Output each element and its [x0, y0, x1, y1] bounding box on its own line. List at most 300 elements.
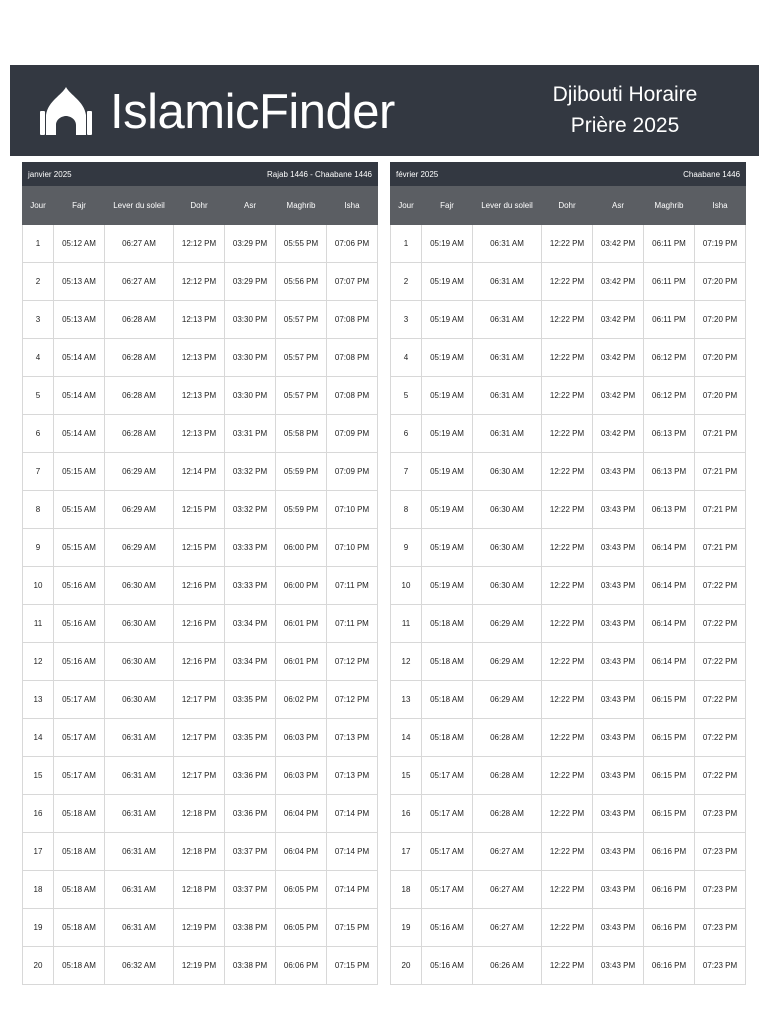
table-cell: 06:13 PM: [644, 491, 695, 529]
table-cell: 03:43 PM: [593, 833, 644, 871]
table-cell: 4: [23, 339, 54, 377]
table-cell: 07:23 PM: [695, 833, 746, 871]
table-cell: 07:09 PM: [327, 415, 378, 453]
table-row: [23, 225, 378, 263]
table-cell: 05:18 AM: [54, 795, 105, 833]
table-row: [23, 833, 378, 871]
table-cell: 16: [391, 795, 422, 833]
table-row: [23, 871, 378, 909]
table-cell: 06:28 AM: [473, 795, 542, 833]
table-cell: 07:09 PM: [327, 453, 378, 491]
table-cell: 05:18 AM: [54, 947, 105, 985]
table-row: [23, 377, 378, 415]
column-header: Maghrib: [644, 186, 695, 225]
table-cell: 07:08 PM: [327, 339, 378, 377]
table-cell: 05:19 AM: [422, 491, 473, 529]
table-cell: 12:17 PM: [174, 681, 225, 719]
table-cell: 12:17 PM: [174, 757, 225, 795]
table-cell: 06:31 AM: [473, 415, 542, 453]
table-cell: 06:15 PM: [644, 719, 695, 757]
table-cell: 20: [23, 947, 54, 985]
page-title: [515, 79, 735, 141]
table-cell: 05:17 AM: [54, 719, 105, 757]
table-cell: 20: [391, 947, 422, 985]
table-cell: 03:30 PM: [225, 339, 276, 377]
table-row: [391, 529, 746, 567]
table-cell: 03:43 PM: [593, 757, 644, 795]
table-cell: 06:14 PM: [644, 643, 695, 681]
table-cell: 12:15 PM: [174, 491, 225, 529]
table-cell: 03:32 PM: [225, 453, 276, 491]
table-cell: 06:30 AM: [105, 681, 174, 719]
table-cell: 12:18 PM: [174, 833, 225, 871]
table-cell: 07:22 PM: [695, 757, 746, 795]
table-cell: 14: [391, 719, 422, 757]
table-cell: 07:22 PM: [695, 605, 746, 643]
table-row: [23, 605, 378, 643]
table-cell: 03:42 PM: [593, 225, 644, 263]
table-cell: 12:22 PM: [542, 909, 593, 947]
table-row: [391, 491, 746, 529]
table-cell: 12:18 PM: [174, 871, 225, 909]
table-cell: 12:22 PM: [542, 947, 593, 985]
table-cell: 06:12 PM: [644, 339, 695, 377]
table-cell: 06:31 AM: [105, 757, 174, 795]
column-header: Dohr: [174, 186, 225, 225]
table-cell: 05:18 AM: [54, 871, 105, 909]
table-cell: 05:16 AM: [422, 909, 473, 947]
table-cell: 03:43 PM: [593, 529, 644, 567]
table-cell: 03:42 PM: [593, 263, 644, 301]
table-cell: 03:32 PM: [225, 491, 276, 529]
table-row: [23, 491, 378, 529]
table-cell: 05:17 AM: [422, 871, 473, 909]
table-cell: 03:42 PM: [593, 377, 644, 415]
table-cell: 03:33 PM: [225, 567, 276, 605]
table-row: [391, 947, 746, 985]
table-cell: 07:23 PM: [695, 795, 746, 833]
table-cell: 06:31 AM: [105, 719, 174, 757]
table-cell: 06:28 AM: [105, 339, 174, 377]
table-row: [391, 301, 746, 339]
table-cell: 06:29 AM: [105, 491, 174, 529]
table-cell: 06:11 PM: [644, 301, 695, 339]
table-cell: 12:13 PM: [174, 377, 225, 415]
table-cell: 05:13 AM: [54, 263, 105, 301]
column-header-row: [391, 186, 746, 225]
table-cell: 06:31 AM: [473, 301, 542, 339]
table-cell: 1: [391, 225, 422, 263]
table-cell: 12:22 PM: [542, 225, 593, 263]
table-cell: 06:31 AM: [473, 339, 542, 377]
table-cell: 07:08 PM: [327, 301, 378, 339]
table-cell: 3: [391, 301, 422, 339]
table-cell: 05:17 AM: [422, 833, 473, 871]
table-cell: 07:07 PM: [327, 263, 378, 301]
table-cell: 06:30 AM: [105, 643, 174, 681]
table-cell: 8: [391, 491, 422, 529]
table-cell: 12:22 PM: [542, 757, 593, 795]
table-cell: 06:15 PM: [644, 681, 695, 719]
table-cell: 06:30 AM: [473, 491, 542, 529]
table-cell: 03:37 PM: [225, 871, 276, 909]
table-cell: 06:30 AM: [105, 605, 174, 643]
table-row: [23, 529, 378, 567]
table-cell: 05:19 AM: [422, 301, 473, 339]
table-cell: 9: [391, 529, 422, 567]
table-cell: 10: [23, 567, 54, 605]
table-cell: 03:43 PM: [593, 719, 644, 757]
table-cell: 17: [23, 833, 54, 871]
table-cell: 03:42 PM: [593, 301, 644, 339]
table-cell: 03:31 PM: [225, 415, 276, 453]
table-cell: 07:21 PM: [695, 415, 746, 453]
table-cell: 07:20 PM: [695, 377, 746, 415]
table-cell: 06:16 PM: [644, 947, 695, 985]
table-cell: 03:35 PM: [225, 681, 276, 719]
table-cell: 05:19 AM: [422, 339, 473, 377]
table-row: [23, 301, 378, 339]
table-cell: 06:31 AM: [105, 833, 174, 871]
table-row: [391, 339, 746, 377]
table-cell: 06:04 PM: [276, 833, 327, 871]
table-cell: 05:17 AM: [422, 795, 473, 833]
page-title-line1: Djibouti Horaire: [552, 83, 698, 106]
table-cell: 07:23 PM: [695, 871, 746, 909]
table-cell: 07:08 PM: [327, 377, 378, 415]
table-cell: 7: [391, 453, 422, 491]
table-row: [391, 909, 746, 947]
table-cell: 06:15 PM: [644, 795, 695, 833]
table-cell: 06:28 AM: [473, 719, 542, 757]
table-cell: 12:13 PM: [174, 339, 225, 377]
table-cell: 05:19 AM: [422, 567, 473, 605]
table-cell: 05:19 AM: [422, 415, 473, 453]
table-cell: 12:22 PM: [542, 605, 593, 643]
table-cell: 05:57 PM: [276, 377, 327, 415]
table-cell: 03:35 PM: [225, 719, 276, 757]
table-row: [391, 567, 746, 605]
table-row: [391, 225, 746, 263]
table-cell: 06:31 AM: [105, 795, 174, 833]
table-cell: 7: [23, 453, 54, 491]
table-cell: 18: [391, 871, 422, 909]
table-row: [23, 415, 378, 453]
table-cell: 15: [391, 757, 422, 795]
table-cell: 07:11 PM: [327, 605, 378, 643]
table-cell: 05:19 AM: [422, 225, 473, 263]
table-cell: 05:16 AM: [422, 947, 473, 985]
table-cell: 05:19 AM: [422, 453, 473, 491]
table-cell: 12:22 PM: [542, 529, 593, 567]
month-table-february: [390, 162, 746, 985]
table-cell: 19: [23, 909, 54, 947]
table-cell: 1: [23, 225, 54, 263]
table-cell: 12:18 PM: [174, 795, 225, 833]
table-cell: 6: [391, 415, 422, 453]
table-cell: 06:13 PM: [644, 453, 695, 491]
column-header: Jour: [23, 186, 54, 225]
table-cell: 9: [23, 529, 54, 567]
table-cell: 05:59 PM: [276, 491, 327, 529]
table-cell: 12:22 PM: [542, 301, 593, 339]
table-cell: 05:18 AM: [422, 719, 473, 757]
table-cell: 03:36 PM: [225, 757, 276, 795]
month-header-row: [23, 163, 378, 186]
table-cell: 06:27 AM: [105, 225, 174, 263]
table-cell: 4: [391, 339, 422, 377]
table-cell: 03:29 PM: [225, 225, 276, 263]
table-cell: 07:23 PM: [695, 909, 746, 947]
table-cell: 05:18 AM: [54, 833, 105, 871]
table-cell: 06:29 AM: [473, 681, 542, 719]
table-cell: 03:38 PM: [225, 909, 276, 947]
table-cell: 03:36 PM: [225, 795, 276, 833]
table-cell: 06:03 PM: [276, 757, 327, 795]
table-cell: 06:29 AM: [105, 529, 174, 567]
table-cell: 07:22 PM: [695, 643, 746, 681]
column-header: Maghrib: [276, 186, 327, 225]
table-cell: 06:14 PM: [644, 567, 695, 605]
table-cell: 12:22 PM: [542, 681, 593, 719]
table-cell: 07:22 PM: [695, 681, 746, 719]
table-cell: 06:31 AM: [473, 225, 542, 263]
table-cell: 12:17 PM: [174, 719, 225, 757]
table-cell: 03:43 PM: [593, 491, 644, 529]
table-cell: 06:05 PM: [276, 909, 327, 947]
table-cell: 03:43 PM: [593, 795, 644, 833]
table-row: [391, 681, 746, 719]
table-row: [391, 795, 746, 833]
table-cell: 05:57 PM: [276, 301, 327, 339]
hijri-month-label: Chaabane 1446: [683, 169, 741, 179]
table-cell: 07:21 PM: [695, 529, 746, 567]
table-cell: 12:22 PM: [542, 795, 593, 833]
table-cell: 07:23 PM: [695, 947, 746, 985]
table-cell: 03:30 PM: [225, 301, 276, 339]
table-cell: 03:43 PM: [593, 643, 644, 681]
table-cell: 8: [23, 491, 54, 529]
column-header: Asr: [593, 186, 644, 225]
table-cell: 03:42 PM: [593, 339, 644, 377]
table-cell: 14: [23, 719, 54, 757]
column-header: Asr: [225, 186, 276, 225]
table-cell: 07:19 PM: [695, 225, 746, 263]
brand-logo-text: IslamicFinder: [110, 85, 395, 139]
table-cell: 12:22 PM: [542, 871, 593, 909]
table-cell: 12:22 PM: [542, 377, 593, 415]
table-cell: 05:59 PM: [276, 453, 327, 491]
table-cell: 06:05 PM: [276, 871, 327, 909]
table-cell: 05:14 AM: [54, 377, 105, 415]
table-cell: 07:22 PM: [695, 719, 746, 757]
table-cell: 06:27 AM: [473, 909, 542, 947]
table-cell: 06:29 AM: [473, 605, 542, 643]
table-cell: 12:16 PM: [174, 567, 225, 605]
table-cell: 05:56 PM: [276, 263, 327, 301]
table-cell: 12:13 PM: [174, 301, 225, 339]
table-cell: 06:28 AM: [473, 757, 542, 795]
table-cell: 07:14 PM: [327, 795, 378, 833]
table-cell: 12:19 PM: [174, 909, 225, 947]
table-cell: 05:14 AM: [54, 415, 105, 453]
table-cell: 07:10 PM: [327, 529, 378, 567]
table-cell: 3: [23, 301, 54, 339]
table-cell: 12:22 PM: [542, 567, 593, 605]
table-cell: 06:28 AM: [105, 301, 174, 339]
column-header: Isha: [695, 186, 746, 225]
table-cell: 16: [23, 795, 54, 833]
table-cell: 03:29 PM: [225, 263, 276, 301]
table-cell: 03:43 PM: [593, 567, 644, 605]
table-cell: 2: [391, 263, 422, 301]
mosque-dome-icon: [40, 85, 92, 137]
month-header-row: [391, 163, 746, 186]
table-cell: 06:29 AM: [473, 643, 542, 681]
table-row: [23, 795, 378, 833]
hijri-month-label: Rajab 1446 - Chaabane 1446: [267, 169, 372, 179]
table-cell: 05:14 AM: [54, 339, 105, 377]
table-cell: 06:11 PM: [644, 263, 695, 301]
table-cell: 07:14 PM: [327, 871, 378, 909]
table-cell: 06:32 AM: [105, 947, 174, 985]
table-row: [23, 643, 378, 681]
table-cell: 06:30 AM: [473, 529, 542, 567]
table-row: [391, 453, 746, 491]
table-row: [23, 757, 378, 795]
table-cell: 12: [391, 643, 422, 681]
table-cell: 12:22 PM: [542, 453, 593, 491]
table-cell: 2: [23, 263, 54, 301]
table-cell: 05:18 AM: [422, 643, 473, 681]
column-header: Lever du soleil: [105, 186, 174, 225]
table-row: [391, 415, 746, 453]
table-cell: 11: [23, 605, 54, 643]
table-cell: 13: [391, 681, 422, 719]
column-header: Isha: [327, 186, 378, 225]
column-header: Lever du soleil: [473, 186, 542, 225]
table-cell: 06:30 AM: [473, 567, 542, 605]
table-cell: 06:16 PM: [644, 909, 695, 947]
table-cell: 05:18 AM: [54, 909, 105, 947]
table-cell: 12:12 PM: [174, 263, 225, 301]
table-cell: 06:01 PM: [276, 605, 327, 643]
table-cell: 05:16 AM: [54, 567, 105, 605]
table-cell: 12:19 PM: [174, 947, 225, 985]
table-cell: 12:16 PM: [174, 605, 225, 643]
column-header-row: [23, 186, 378, 225]
table-cell: 05:17 AM: [54, 757, 105, 795]
table-cell: 06:31 AM: [473, 263, 542, 301]
table-cell: 06:31 AM: [105, 871, 174, 909]
table-row: [391, 377, 746, 415]
table-cell: 05:15 AM: [54, 491, 105, 529]
table-row: [391, 871, 746, 909]
table-cell: 12:14 PM: [174, 453, 225, 491]
table-cell: 19: [391, 909, 422, 947]
table-cell: 5: [391, 377, 422, 415]
table-cell: 05:17 AM: [54, 681, 105, 719]
table-row: [391, 757, 746, 795]
table-cell: 07:20 PM: [695, 263, 746, 301]
table-cell: 07:21 PM: [695, 491, 746, 529]
table-cell: 07:15 PM: [327, 947, 378, 985]
table-cell: 07:22 PM: [695, 567, 746, 605]
table-row: [23, 681, 378, 719]
table-cell: 05:15 AM: [54, 529, 105, 567]
table-cell: 06:26 AM: [473, 947, 542, 985]
table-cell: 06:14 PM: [644, 529, 695, 567]
table-cell: 05:19 AM: [422, 529, 473, 567]
column-header: Fajr: [54, 186, 105, 225]
table-cell: 06:31 AM: [473, 377, 542, 415]
table-cell: 05:12 AM: [54, 225, 105, 263]
table-cell: 10: [391, 567, 422, 605]
table-cell: 15: [23, 757, 54, 795]
table-cell: 03:37 PM: [225, 833, 276, 871]
table-cell: 03:43 PM: [593, 909, 644, 947]
table-cell: 06:31 AM: [105, 909, 174, 947]
table-cell: 06:04 PM: [276, 795, 327, 833]
table-cell: 06:27 AM: [473, 871, 542, 909]
table-cell: 05:57 PM: [276, 339, 327, 377]
table-cell: 06:28 AM: [105, 377, 174, 415]
table-cell: 06:30 AM: [105, 567, 174, 605]
table-cell: 05:18 AM: [422, 605, 473, 643]
table-cell: 07:21 PM: [695, 453, 746, 491]
column-header: Fajr: [422, 186, 473, 225]
table-cell: 05:58 PM: [276, 415, 327, 453]
table-cell: 06:15 PM: [644, 757, 695, 795]
table-cell: 11: [391, 605, 422, 643]
table-cell: 07:12 PM: [327, 681, 378, 719]
table-cell: 05:17 AM: [422, 757, 473, 795]
table-cell: 07:13 PM: [327, 757, 378, 795]
table-cell: 05:18 AM: [422, 681, 473, 719]
table-row: [391, 263, 746, 301]
table-cell: 6: [23, 415, 54, 453]
table-cell: 06:27 AM: [105, 263, 174, 301]
table-cell: 5: [23, 377, 54, 415]
table-row: [391, 643, 746, 681]
table-row: [23, 453, 378, 491]
table-cell: 06:00 PM: [276, 529, 327, 567]
table-cell: 05:19 AM: [422, 377, 473, 415]
table-cell: 12:15 PM: [174, 529, 225, 567]
table-cell: 06:16 PM: [644, 871, 695, 909]
table-row: [23, 263, 378, 301]
table-row: [23, 339, 378, 377]
table-cell: 06:11 PM: [644, 225, 695, 263]
table-cell: 05:19 AM: [422, 263, 473, 301]
table-cell: 06:28 AM: [105, 415, 174, 453]
table-cell: 07:13 PM: [327, 719, 378, 757]
table-cell: 07:11 PM: [327, 567, 378, 605]
table-row: [391, 605, 746, 643]
table-row: [391, 833, 746, 871]
table-cell: 06:06 PM: [276, 947, 327, 985]
column-header: Dohr: [542, 186, 593, 225]
table-cell: 12:16 PM: [174, 643, 225, 681]
table-cell: 03:30 PM: [225, 377, 276, 415]
table-cell: 03:43 PM: [593, 605, 644, 643]
table-cell: 17: [391, 833, 422, 871]
prayer-times-table: [22, 162, 378, 985]
month-label: février 2025: [396, 169, 439, 179]
table-cell: 06:16 PM: [644, 833, 695, 871]
table-row: [391, 719, 746, 757]
table-cell: 12:13 PM: [174, 415, 225, 453]
